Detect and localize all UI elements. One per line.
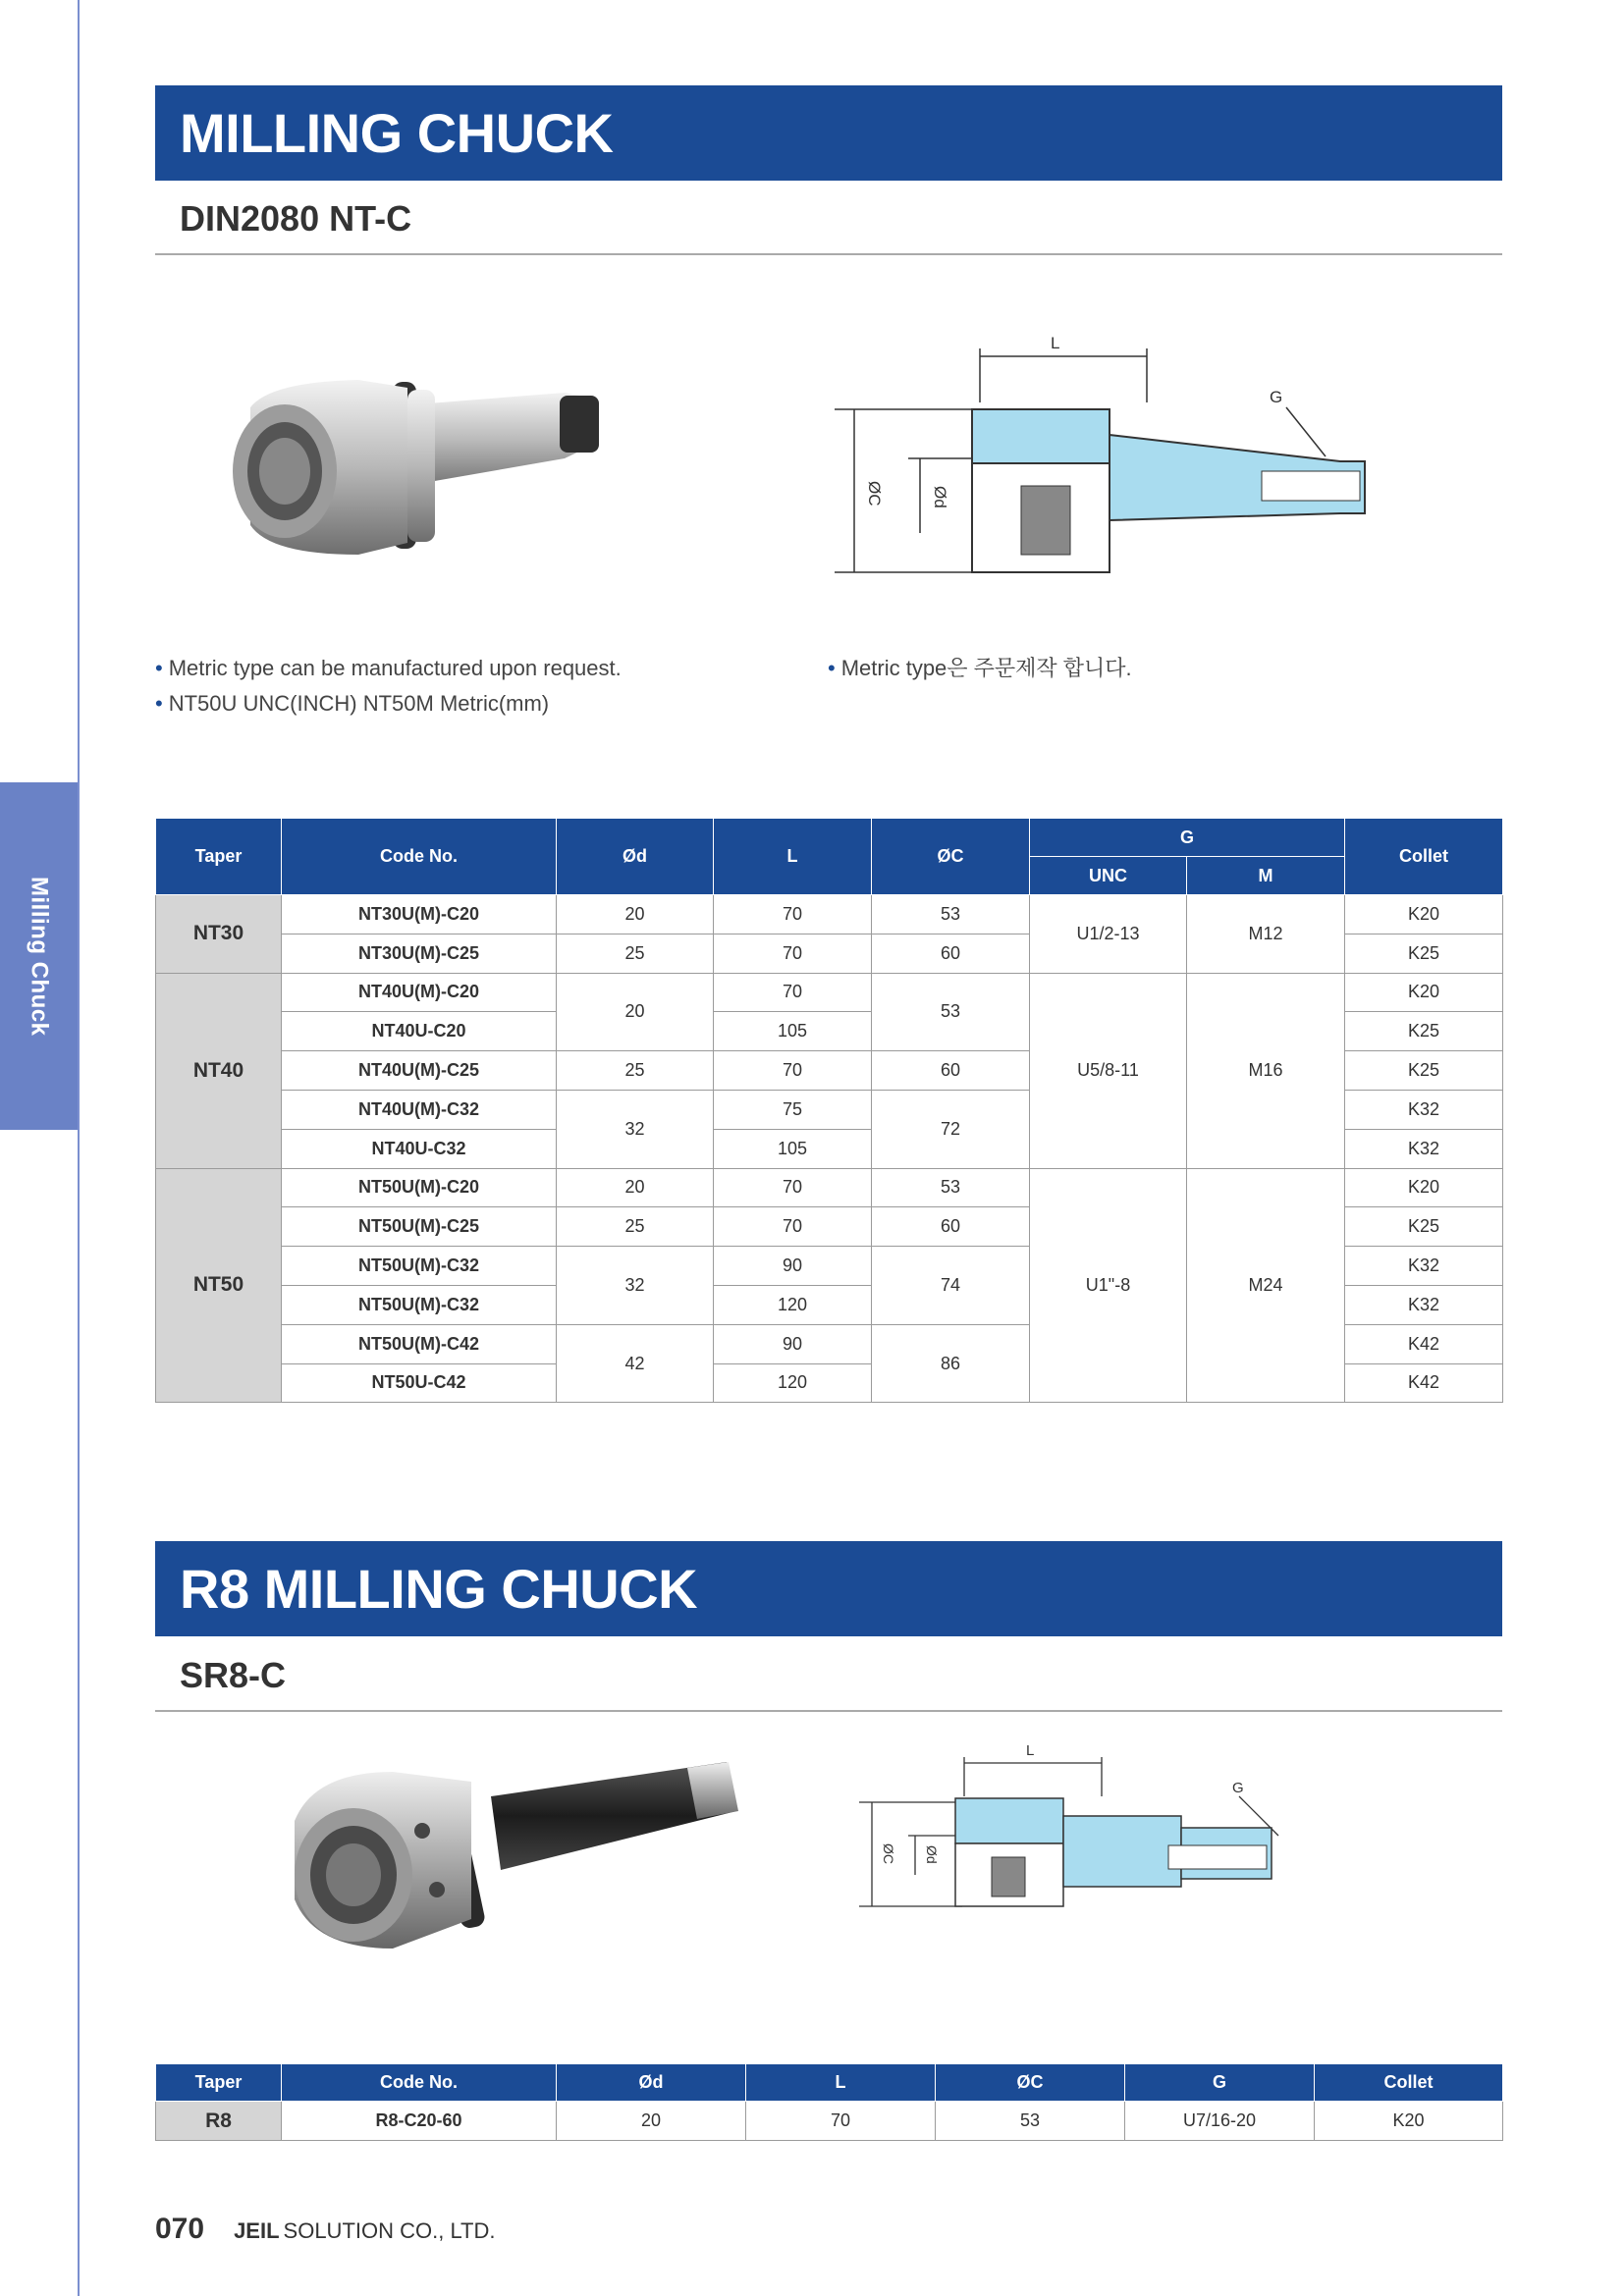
header-collet: Collet	[1345, 819, 1503, 895]
diagram-label-G: G	[1270, 388, 1283, 406]
company-name-bold: JEIL	[234, 2218, 280, 2243]
section1-subtitle: DIN2080 NT-C	[155, 185, 1502, 255]
r8-spec-table	[155, 2063, 1503, 2141]
table-row: NT50U(M)-C42 42 90 86 K42	[156, 1324, 1503, 1363]
table-row: NT40U-C20 105 K25	[156, 1012, 1503, 1051]
company-name: SOLUTION CO., LTD.	[283, 2218, 496, 2243]
diagram-label-d: Ød	[931, 486, 949, 508]
r8-header-code: Code No.	[282, 2064, 557, 2102]
header-m: M	[1187, 857, 1345, 895]
diagram2-label-L: L	[1026, 1742, 1035, 1759]
section2-subtitle: SR8-C	[155, 1641, 1502, 1712]
table-row: R8 R8-C20-60 20 70 53 U7/16-20 K20	[156, 2102, 1503, 2141]
diagram2-label-G: G	[1232, 1780, 1244, 1796]
r8-header-c: ØC	[936, 2064, 1125, 2102]
diagram2-label-d: Ød	[924, 1845, 940, 1864]
table-row: NT40 NT40U(M)-C20 20 70 53 U5/8-11 M16 K20	[156, 973, 1503, 1012]
header-taper: Taper	[156, 819, 282, 895]
notes-ko	[828, 651, 1132, 686]
note-en-1: • Metric type can be manufactured upon request.	[155, 656, 622, 680]
r8-header-l: L	[746, 2064, 936, 2102]
section1-title: MILLING CHUCK	[155, 85, 1502, 181]
table-row: NT50U(M)-C32 32 90 74 K32	[156, 1247, 1503, 1286]
table-row: NT50U(M)-C25 25 70 60 K25	[156, 1207, 1503, 1247]
note-en-2: • NT50U UNC(INCH) NT50M Metric(mm)	[155, 691, 550, 716]
note-ko-1: • Metric type은 주문제작 합니다.	[828, 656, 1132, 680]
diagram2-label-C: ØC	[881, 1843, 896, 1864]
table-row: NT50 NT50U(M)-C20 20 70 53 U1"-8 M24 K20	[156, 1168, 1503, 1207]
header-c: ØC	[872, 819, 1030, 895]
header-unc: UNC	[1030, 857, 1187, 895]
nt-chuck-photo	[211, 368, 614, 574]
table-row: NT40U-C32 105 K32	[156, 1129, 1503, 1168]
table-row: NT50U-C42 120 K42	[156, 1363, 1503, 1403]
r8-header-collet: Collet	[1315, 2064, 1503, 2102]
table-row: NT30U(M)-C25 25 70 60 K25	[156, 934, 1503, 973]
nt-spec-table	[155, 818, 1503, 1403]
diagram-label-C: ØC	[865, 481, 884, 507]
header-g: G	[1030, 819, 1345, 857]
page-number: 070	[155, 2213, 205, 2245]
r8-header-g: G	[1125, 2064, 1315, 2102]
side-tab[interactable]	[0, 782, 78, 1130]
table-row: NT30 NT30U(M)-C20 20 70 53 U1/2-13 M12 K20	[156, 895, 1503, 934]
side-tab-label: Milling Chuck	[26, 876, 53, 1037]
footer	[155, 2213, 495, 2246]
header-d: Ød	[557, 819, 714, 895]
r8-chuck-diagram	[854, 1737, 1326, 1934]
diagram-label-L: L	[1051, 334, 1060, 352]
r8-header-d: Ød	[557, 2064, 746, 2102]
table-row: NT40U(M)-C25 25 70 60 K25	[156, 1051, 1503, 1091]
r8-header-taper: Taper	[156, 2064, 282, 2102]
notes-en	[155, 651, 622, 721]
section2-title: R8 MILLING CHUCK	[155, 1541, 1502, 1636]
header-code: Code No.	[282, 819, 557, 895]
table-row: NT40U(M)-C32 32 75 72 K32	[156, 1090, 1503, 1129]
header-l: L	[714, 819, 872, 895]
r8-chuck-photo	[275, 1752, 746, 1963]
table-row: NT50U(M)-C32 120 K32	[156, 1285, 1503, 1324]
margin-line	[78, 0, 80, 2296]
nt-chuck-diagram	[830, 329, 1384, 589]
